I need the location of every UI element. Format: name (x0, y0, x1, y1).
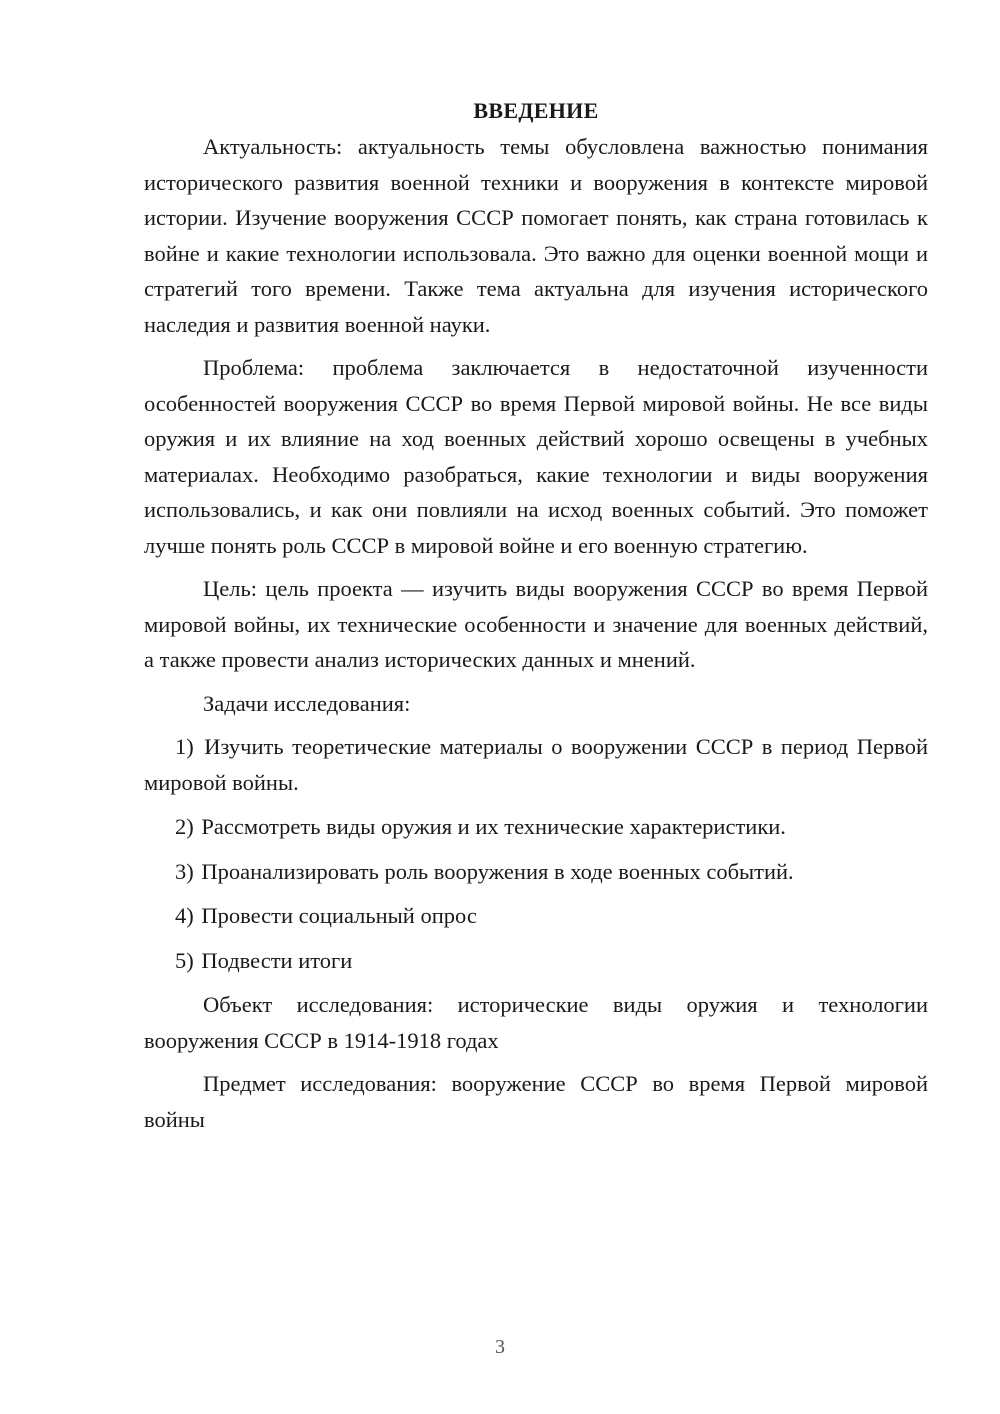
list-item-text: Рассмотреть виды оружия и их технические характеристики. (201, 814, 786, 839)
list-item-text: Проанализировать роль вооружения в ходе военных событий. (201, 858, 794, 884)
tasks-list (144, 729, 928, 978)
list-item-number: 4) (175, 903, 194, 928)
list-item-text: Подвести итоги (201, 947, 353, 973)
list-item (144, 854, 928, 890)
relevance-paragraph: Актуальность: актуальность темы обусловлена важностью понимания исторического развития военной техники и вооружения в контексте мировой истории. Изучение вооружения СССР помогает понять, как страна готовилась к войне и какие технологии использовала. Это важно для оценки военной мощи и стратегий того времени. Также тема актуальна для изучения исторического наследия и развития военной науки. (144, 134, 928, 337)
object-paragraph: Объект исследования: исторические виды оружия и технологии вооружения СССР в 1914-1918 годах (144, 992, 928, 1053)
page-number: 3 (495, 1336, 505, 1358)
list-item-text: Провести социальный опрос (201, 903, 477, 928)
subject-paragraph: Предмет исследования: вооружение СССР во время Первой мировой войны (144, 1071, 928, 1132)
page-content (144, 96, 928, 1145)
list-item-text: Изучить теоретические материалы о вооружении СССР в период Первой мировой войны. (144, 734, 928, 795)
list-item-number: 3) (175, 858, 194, 884)
section-heading: ВВЕДЕНИЕ (473, 98, 599, 123)
list-item-number: 2) (175, 814, 194, 839)
list-item (144, 943, 928, 979)
goal-paragraph: Цель: цель проекта — изучить виды вооружения СССР во время Первой мировой войны, их технические особенности и значение для военных действий, а также провести анализ исторических данных и мнений. (144, 576, 928, 672)
list-item (144, 809, 928, 845)
tasks-heading: Задачи исследования: (203, 690, 411, 716)
problem-paragraph: Проблема: проблема заключается в недостаточной изученности особенностей вооружения СССР во время Первой мировой войны. Не все виды оружия и их влияние на ход военных действий хорошо освещены в учебных материалах. Необходимо разобраться, какие технологии и виды вооружения использовались, и как они повлияли на исход военных событий. Это поможет лучше понять роль СССР в мировой войне и его военную стратегию. (144, 355, 928, 558)
list-item-number: 1) (175, 734, 194, 759)
list-item (144, 898, 928, 934)
list-item (144, 729, 928, 800)
list-item-number: 5) (175, 947, 194, 973)
